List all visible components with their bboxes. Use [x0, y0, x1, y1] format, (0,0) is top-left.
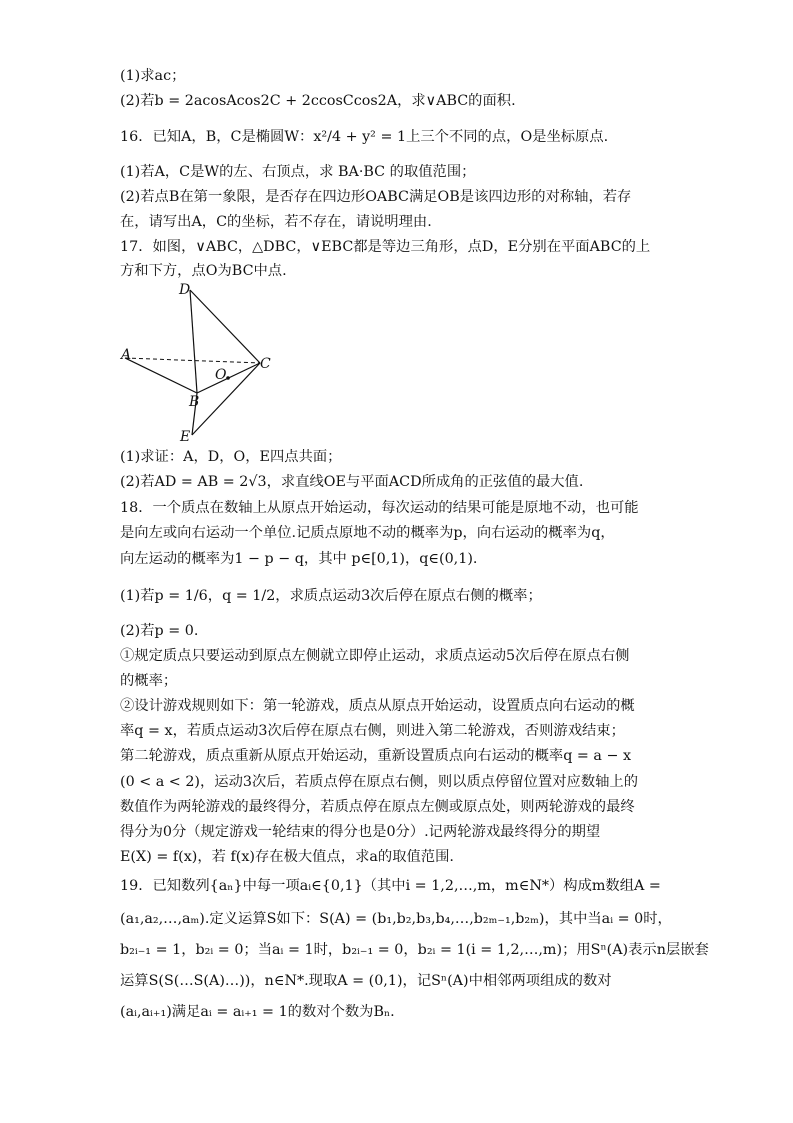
text-line: 在，请写出A，C的坐标，若不存在，请说明理由.: [120, 214, 432, 230]
edge-DB: [190, 290, 197, 393]
label-D: D: [179, 282, 191, 298]
text-line: (1)若A，C是W的左、右顶点，求 BA·BC 的取值范围；: [120, 164, 476, 180]
text-line: (aᵢ,aᵢ₊₁)满足aᵢ = aᵢ₊₁ = 1的数对个数为Bₙ.: [120, 1004, 395, 1020]
text-line: E(X) = f(x)，若 f(x)存在极大值点，求a的取值范围.: [120, 849, 454, 865]
text-line: 第二轮游戏，质点重新从原点开始运动，重新设置质点向右运动的概率q = a − x: [120, 748, 632, 764]
text-line: 数值作为两轮游戏的最终得分，若质点停在原点左侧或原点处，则两轮游戏的最终: [120, 799, 635, 815]
text-line: (2)若p = 0.: [120, 623, 199, 639]
text-line: 17．如图，∨ABC，△DBC，∨EBC都是等边三角形，点D，E分别在平面ABC的上: [120, 239, 651, 255]
point-O: [226, 376, 230, 380]
text-line: 运算S(S(…S(A)…))，n∈N*.现取A = (0,1)，记Sⁿ(A)中相邻两项组成的数对: [120, 973, 612, 989]
text-line: (1)求ac；: [120, 68, 186, 84]
text-line: (2)若b = 2acosAcos2C + 2ccosCcos2A，求∨ABC的面积.: [120, 93, 516, 109]
text-line: 率q = x，若质点运动3次后停在原点右侧，则进入第二轮游戏，否则游戏结束；: [120, 723, 625, 739]
edge-AB: [125, 358, 197, 393]
text-line: (2)若点B在第一象限，是否存在四边形OABC满足OB是该四边形的对称轴，若存: [120, 189, 632, 205]
text-line: b₂ᵢ₋₁ = 1，b₂ᵢ = 0；当aᵢ = 1时，b₂ᵢ₋₁ = 0，b₂ᵢ = 1(i = 1,2,…,m)；用Sⁿ(A)表示n层嵌套: [120, 942, 709, 958]
label-C: C: [260, 356, 271, 372]
text-line: (2)若AD = AB = 2√3，求直线OE与平面ACD所成角的正弦值的最大值.: [120, 474, 584, 490]
text-line: 是向左或向右运动一个单位.记质点原地不动的概率为p，向右运动的概率为q，: [120, 525, 615, 541]
text-line: 方和下方，点O为BC中点.: [120, 263, 287, 279]
text-line: (1)求证：A，D，O，E四点共面；: [120, 449, 342, 465]
text-line: 向左运动的概率为1 − p − q，其中 p∈[0,1)，q∈(0,1).: [120, 551, 478, 567]
text-line: ②设计游戏规则如下：第一轮游戏，质点从原点开始运动，设置质点向右运动的概: [120, 698, 635, 714]
text-line: (a₁,a₂,…,aₘ).定义运算S如下：S(A) = (b₁,b₂,b₃,b₄,…,b₂ₘ₋₁,b₂ₘ)，其中当aᵢ = 0时，: [120, 911, 672, 927]
text-line: 19．已知数列{aₙ}中每一项aᵢ∈{0,1}（其中i = 1,2,…,m，m∈N*）构成m数组A =: [120, 878, 661, 894]
text-line: (1)若p = 1/6，q = 1/2，求质点运动3次后停在原点右侧的概率；: [120, 588, 542, 604]
text-line: 的概率；: [120, 673, 178, 689]
label-E: E: [180, 429, 191, 445]
label-A: A: [121, 347, 132, 363]
label-B: B: [189, 394, 200, 410]
text-line: 18．一个质点在数轴上从原点开始运动，每次运动的结果可能是原地不动，也可能: [120, 500, 639, 516]
geometry-figure: [110, 278, 290, 446]
text-line: 16．已知A，B，C是椭圆W：x²/4 + y² = 1上三个不同的点，O是坐标原点.: [120, 129, 609, 145]
text-line: (0 < a < 2)，运动3次后，若质点停在原点右侧，则以质点停留位置对应数轴上的: [120, 774, 639, 790]
label-O: O: [215, 367, 227, 383]
edge-AC: [125, 358, 260, 363]
text-line: ①规定质点只要运动到原点左侧就立即停止运动，求质点运动5次后停在原点右侧: [120, 648, 630, 664]
edge-DC: [190, 290, 260, 363]
text-line: 得分为0分（规定游戏一轮结束的得分也是0分）.记两轮游戏最终得分的期望: [120, 824, 601, 840]
